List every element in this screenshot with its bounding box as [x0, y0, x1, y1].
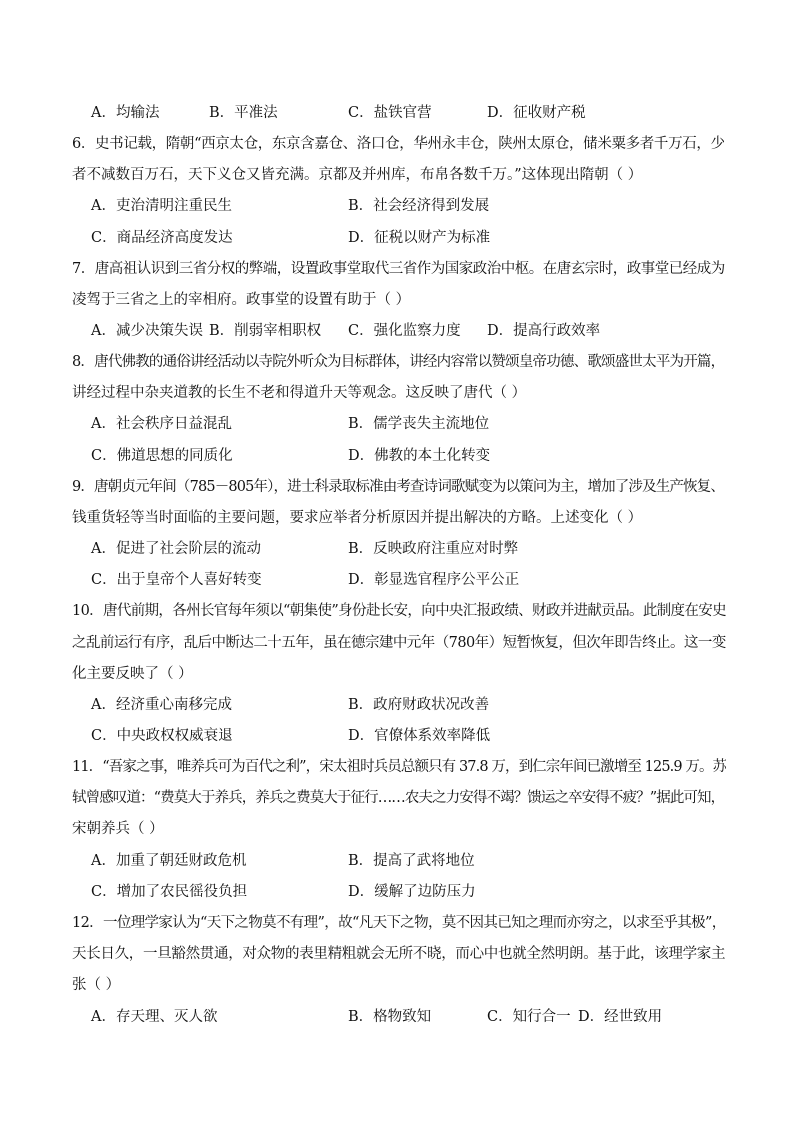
- question-11-stem-line-3: 宋朝养兵（ ）: [72, 821, 164, 837]
- question-9-stem-line-1: 9．唐朝贞元年间（785－805年），进士科录取标准由考查诗词歌赋变为以策问为主，增加了涉及生产恢复、: [72, 479, 724, 495]
- option-a: A．经济重心南移完成: [91, 697, 232, 713]
- option-b: B．政府财政状况改善: [348, 697, 490, 713]
- option-d: D．经世致用: [578, 1009, 663, 1025]
- question-12-stem-line-1: 12．一位理学家认为“天下之物莫不有理”，故“凡天下之物，莫不因其已知之理而亦穷之，以求至乎其极”，: [72, 915, 726, 931]
- option-b: B．儒学丧失主流地位: [348, 416, 490, 432]
- option-d: D．佛教的本土化转变: [348, 448, 491, 464]
- option-a: A．加重了朝廷财政危机: [91, 853, 247, 869]
- option-b: B．格物致知: [348, 1009, 432, 1025]
- option-a: A．存天理、灭人欲: [91, 1009, 218, 1025]
- option-b: B．反映政府注重应对时弊: [348, 541, 519, 557]
- question-12-stem-line-3: 张（ ）: [72, 977, 121, 993]
- option-b: B．社会经济得到发展: [348, 198, 490, 214]
- option-a: A．均输法: [91, 105, 160, 121]
- question-11-stem-line-2: 轼曾感叹道：“费莫大于养兵，养兵之费莫大于征行……农夫之力安得不竭？馈运之卒安得不疲？”据此可知，: [72, 790, 725, 806]
- question-8-stem-line-1: 8．唐代佛教的通俗讲经活动以寺院外听众为目标群体，讲经内容常以赞颂皇帝功德、歌颂盛世太平为开篇，: [72, 354, 725, 370]
- option-c: C．盐铁官营: [348, 105, 432, 121]
- option-d: D．征收财产税: [487, 105, 586, 121]
- option-a: A．促进了社会阶层的流动: [91, 541, 261, 557]
- question-10-stem-line-2: 之乱前运行有序，乱后中断达二十五年，虽在德宗建中元年（780年）短暂恢复，但次年即告终止。这一变: [72, 635, 726, 651]
- option-c: C．强化监察力度: [348, 323, 461, 339]
- question-6-stem-line-1: 6．史书记载，隋朝“西京太仓，东京含嘉仓、洛口仓，华州永丰仓，陕州太原仓，储米粟多者千万石，少: [72, 136, 725, 152]
- option-c: C．中央政权权威衰退: [91, 728, 233, 744]
- option-b: B．削弱宰相职权: [209, 323, 322, 339]
- question-12-stem-line-2: 天长日久，一旦豁然贯通，对众物的表里精粗就会无所不晓，而心中也就全然明朗。基于此，该理学家主: [72, 946, 726, 962]
- option-a: A．吏治清明注重民生: [91, 198, 232, 214]
- option-a: A．社会秩序日益混乱: [91, 416, 232, 432]
- question-8-stem-line-2: 讲经过程中杂夹道教的长生不老和得道升天等观念。这反映了唐代（ ）: [72, 385, 527, 401]
- option-c: C．佛道思想的同质化: [91, 448, 233, 464]
- question-10-stem-line-3: 化主要反映了（ ）: [72, 666, 193, 682]
- option-d: D．提高行政效率: [487, 323, 601, 339]
- option-c: C．商品经济高度发达: [91, 230, 233, 246]
- option-d: D．征税以财产为标准: [348, 230, 491, 246]
- option-b: B．平准法: [209, 105, 278, 121]
- option-b: B．提高了武将地位: [348, 853, 475, 869]
- option-a: A．减少决策失误: [91, 323, 203, 339]
- question-10-stem-line-1: 10．唐代前期，各州长官每年须以“朝集使”身份赴长安，向中央汇报政绩、财政并进献贡品。此制度在安史: [72, 603, 726, 619]
- question-11-stem-line-1: 11．“吾家之事，唯养兵可为百代之利”，宋太祖时兵员总额只有 37.8 万，到仁宗年间已激增至 125.9 万。苏: [72, 759, 726, 775]
- option-d: D．缓解了边防压力: [348, 884, 476, 900]
- question-6-stem-line-2: 者不减数百万石，天下义仓又皆充满。京都及并州库，布帛各数千万。”这体现出隋朝（ ）: [72, 167, 643, 183]
- option-d: D．官僚体系效率降低: [348, 728, 491, 744]
- option-c: C．知行合一: [487, 1009, 571, 1025]
- option-d: D．彰显选官程序公平公正: [348, 572, 520, 588]
- option-c: C．出于皇帝个人喜好转变: [91, 572, 262, 588]
- option-c: C．增加了农民徭役负担: [91, 884, 248, 900]
- question-9-stem-line-2: 钱重货轻等当时面临的主要问题，要求应举者分析原因并提出解决的方略。上述变化（ ）: [72, 510, 643, 526]
- question-7-stem-line-2: 凌驾于三省之上的宰相府。政事堂的设置有助于（ ）: [72, 292, 411, 308]
- question-7-stem-line-1: 7．唐高祖认识到三省分权的弊端，设置政事堂取代三省作为国家政治中枢。在唐玄宗时，政事堂已经成为: [72, 261, 725, 277]
